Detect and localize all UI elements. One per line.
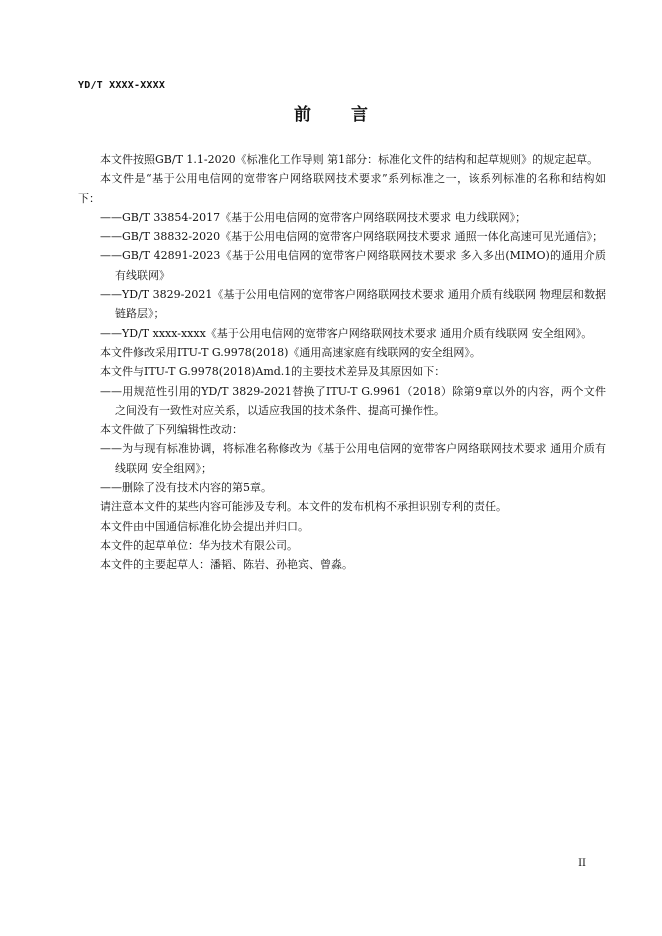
series-item: ——GB/T 42891-2023《基于公用电信网的宽带客户网络联网技术要求 多入多出(MIMO)的通用介质有线联网》 [100, 249, 606, 282]
document-id: YD/T XXXX-XXXX [78, 80, 166, 91]
paragraph-drafters: 本文件的主要起草人：潘韬、陈岩、孙艳宾、曾淼。 [100, 558, 353, 572]
paragraph-edits-intro: 本文件做了下列编辑性改动： [100, 423, 243, 437]
paragraph-drafting-rules: 本文件按照GB/T 1.1-2020《标准化工作导则 第1部分：标准化文件的结构和起草规则》的规定起草。 [100, 153, 599, 166]
paragraph-patent-notice: 请注意本文件的某些内容可能涉及专利。本文件的发布机构不承担识别专利的责任。 [100, 500, 507, 514]
paragraph-series-intro: 本文件是“基于公用电信网的宽带客户网络联网技术要求”系列标准之一，该系列标准的名称和结构如下： [78, 172, 606, 205]
paragraph-proposer: 本文件由中国通信标准化协会提出并归口。 [100, 519, 309, 533]
page-title [0, 100, 662, 125]
series-item: ——YD/T xxxx-xxxx《基于公用电信网的宽带客户网络联网技术要求 通用介质有线联网 安全组网》。 [100, 326, 593, 340]
title-part-2: 言 [351, 105, 368, 125]
edit-item: ——删除了没有技术内容的第5章。 [100, 481, 272, 495]
series-item: ——GB/T 38832-2020《基于公用电信网的宽带客户网络联网技术要求 通照一体化高速可见光通信》； [100, 230, 604, 244]
title-part-1: 前 [294, 105, 311, 125]
page-number: II [578, 858, 586, 869]
foreword-body [78, 150, 606, 575]
paragraph-differences-intro: 本文件与ITU-T G.9978(2018)Amd.1的主要技术差异及其原因如下： [100, 365, 446, 379]
series-item: ——YD/T 3829-2021《基于公用电信网的宽带客户网络联网技术要求 通用介质有线联网 物理层和数据链路层》； [100, 288, 606, 321]
paragraph-drafting-organization: 本文件的起草单位：华为技术有限公司。 [100, 538, 298, 552]
paragraph-adoption: 本文件修改采用ITU-T G.9978(2018)《通用高速家庭有线联网的安全组网》。 [100, 345, 481, 359]
difference-item: ——用规范性引用的YD/T 3829-2021替换了ITU-T G.9961（2018）除第9章以外的内容，两个文件之间没有一致性对应关系，以适应我国的技术条件、提高可操作性。 [100, 384, 606, 417]
series-item: ——GB/T 33854-2017《基于公用电信网的宽带客户网络联网技术要求 电力线联网》； [100, 210, 527, 224]
edit-item: ——为与现有标准协调，将标准名称修改为《基于公用电信网的宽带客户网络联网技术要求 通用介质有线联网 安全组网》； [100, 442, 606, 475]
